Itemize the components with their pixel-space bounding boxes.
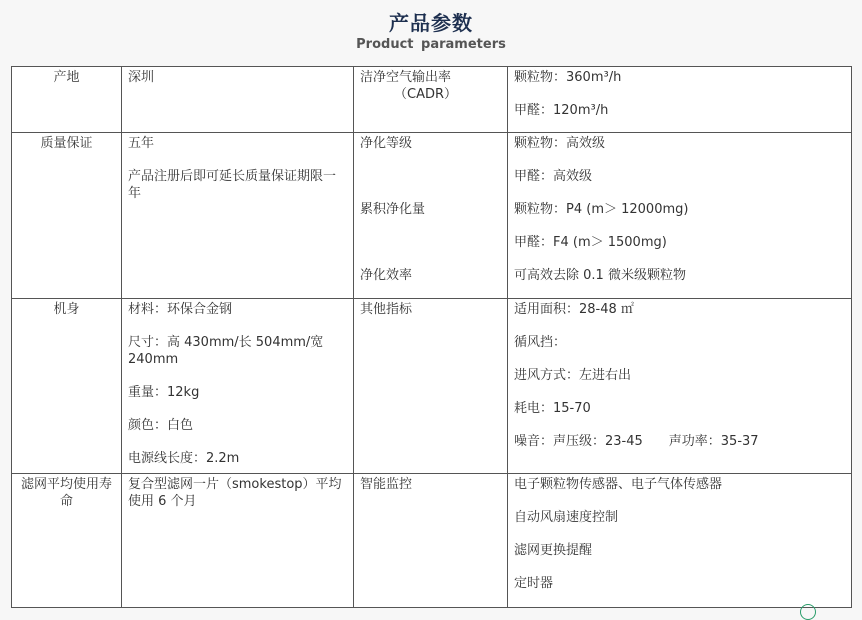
- param-label-text: 净化效率: [360, 268, 413, 283]
- value-text: 滤网更换提醒: [514, 543, 593, 558]
- value-text: 尺寸：高 430mm/长 504mm/宽 240mm: [128, 335, 324, 367]
- value-text: 进风方式：左进右出: [514, 368, 632, 383]
- value-text: 适用面积：28-48 ㎡: [514, 302, 634, 317]
- table-row: [12, 299, 852, 474]
- value-text: 重量：12kg: [128, 385, 200, 400]
- value-text: 循风挡：: [514, 335, 567, 350]
- corner-badge-icon: [800, 604, 816, 620]
- value-text: 电源线长度：2.2m: [128, 451, 240, 466]
- param-values-cadr: [508, 67, 852, 133]
- value-text: 定时器: [514, 576, 554, 591]
- param-labels-purification: [354, 133, 508, 299]
- row-label-warranty: 质量保证: [12, 133, 122, 299]
- value-text: 甲醛：F4 (m＞ 1500mg): [514, 235, 667, 250]
- value-text: 产品注册后即可延长质量保证期限一年: [128, 169, 337, 201]
- param-label-other: [354, 299, 508, 474]
- value-text: 颗粒物：高效级: [514, 136, 606, 151]
- param-values-purification: [508, 133, 852, 299]
- table-row: [12, 474, 852, 608]
- param-label-text: 累积净化量: [360, 202, 426, 217]
- value-text: 甲醛：高效级: [514, 169, 593, 184]
- value-text: 耗电：15-70: [514, 401, 591, 416]
- param-label-text: 洁净空气输出率: [360, 70, 452, 85]
- value-text: 颗粒物：P4 (m＞ 12000mg): [514, 202, 689, 217]
- param-label-text: 净化等级: [360, 136, 413, 151]
- value-text: 可高效去除 0.1 微米级颗粒物: [514, 268, 686, 283]
- value-text: 材料：环保合金钢: [128, 302, 233, 317]
- value-text: 噪音：声压级：23-45 声功率：35-37: [514, 434, 759, 449]
- value-text: 电子颗粒物传感器、电子气体传感器: [514, 477, 723, 492]
- value-text: 甲醛：120m³/h: [514, 103, 609, 118]
- row-label-origin: 产地: [12, 67, 122, 133]
- param-label-smart: [354, 474, 508, 608]
- row-value-warranty: [122, 133, 354, 299]
- row-value-origin: [122, 67, 354, 133]
- table-row: [12, 67, 852, 133]
- table-row: [12, 133, 852, 299]
- row-label-filter-life: 滤网平均使用寿命: [12, 474, 122, 608]
- param-values-smart: [508, 474, 852, 608]
- row-value-filter-life: [122, 474, 354, 608]
- param-values-other: [508, 299, 852, 474]
- product-parameters-table: [11, 66, 852, 608]
- value-text: 复合型滤网一片（smokestop）平均使用 6 个月: [128, 477, 342, 509]
- value-text: 五年: [128, 136, 155, 151]
- param-label-cadr: [354, 67, 508, 133]
- value-text: 深圳: [128, 70, 155, 85]
- value-text: 颗粒物：360m³/h: [514, 70, 622, 85]
- value-text: 自动风扇速度控制: [514, 510, 619, 525]
- param-label-text: 其他指标: [360, 302, 413, 317]
- param-label-text: 智能监控: [360, 477, 413, 492]
- row-value-body: [122, 299, 354, 474]
- param-label-subtext: （CADR）: [394, 87, 458, 102]
- page-subtitle: Product parameters: [356, 37, 506, 52]
- value-text: 颜色：白色: [128, 418, 194, 433]
- row-label-body: 机身: [12, 299, 122, 474]
- page-title: 产品参数: [389, 11, 473, 35]
